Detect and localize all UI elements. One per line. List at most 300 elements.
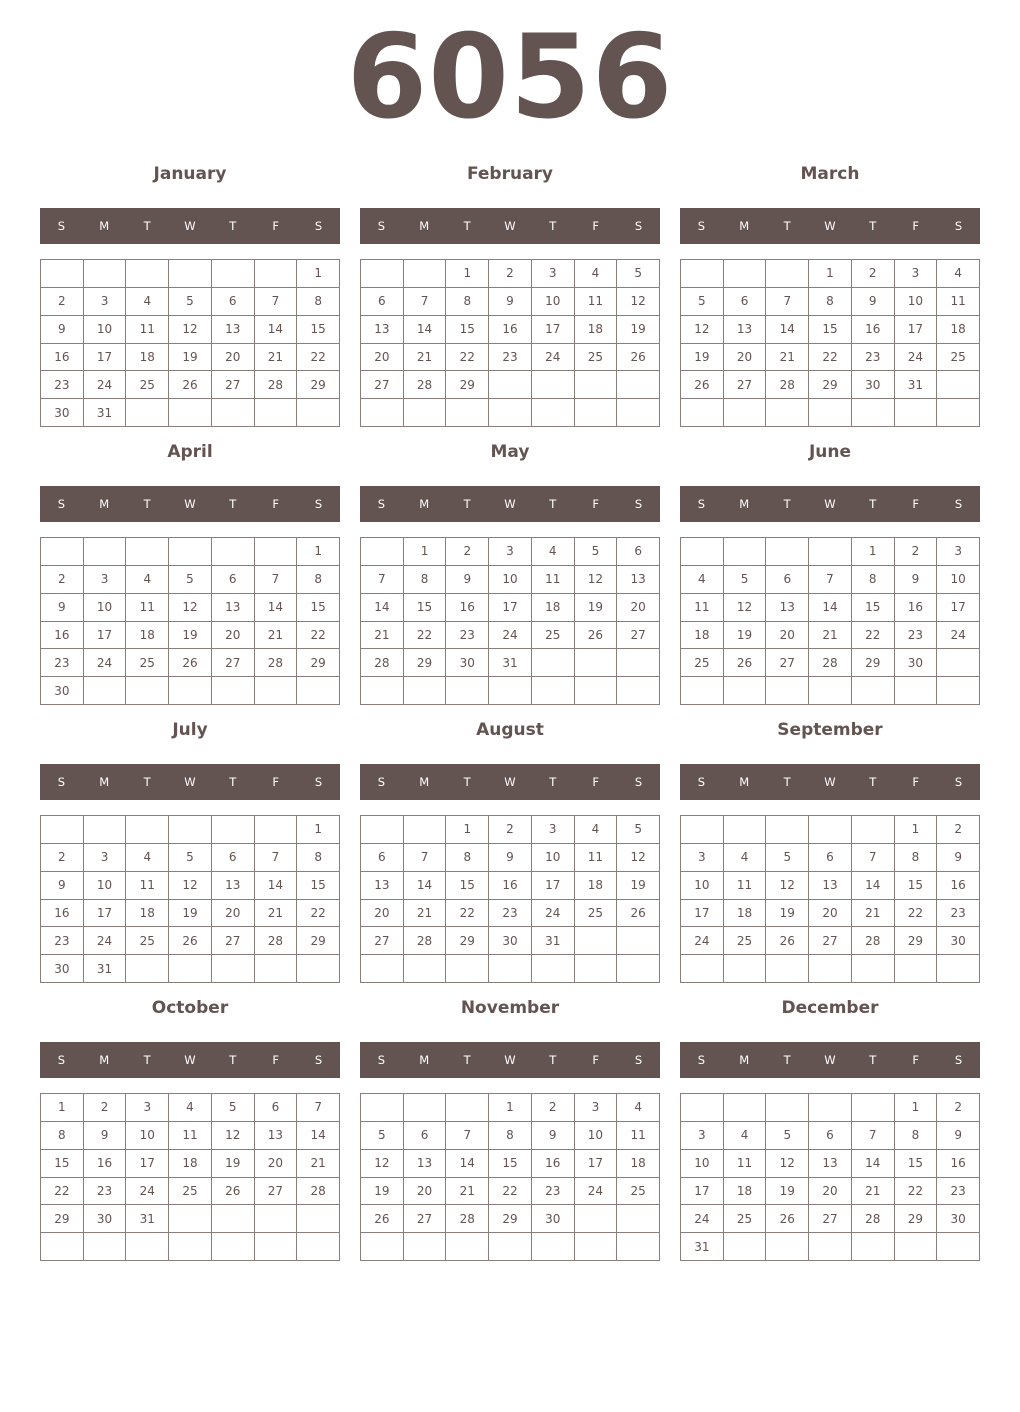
day-cell: 10 — [895, 288, 938, 316]
day-cell: 11 — [126, 316, 169, 344]
weekday-label: S — [697, 1053, 706, 1067]
day-cell — [809, 1094, 852, 1122]
month-name: April — [167, 442, 213, 462]
day-cell: 8 — [297, 566, 340, 594]
day-cell: 12 — [617, 844, 660, 872]
day-cell: 7 — [446, 1122, 489, 1150]
weekday-label: F — [272, 775, 279, 789]
day-cell: 22 — [895, 900, 938, 928]
day-cell: 16 — [41, 344, 84, 372]
day-cell: 17 — [937, 594, 980, 622]
day-cell: 20 — [809, 1178, 852, 1206]
month-name: January — [153, 164, 227, 184]
day-cell: 4 — [126, 288, 169, 316]
day-cell — [852, 1094, 895, 1122]
day-cell: 4 — [532, 538, 575, 566]
day-cell: 26 — [212, 1178, 255, 1206]
day-cell — [617, 1233, 660, 1261]
day-cell: 8 — [852, 566, 895, 594]
day-cell: 10 — [84, 872, 127, 900]
month-name: July — [172, 720, 208, 740]
day-cell: 12 — [169, 872, 212, 900]
day-cell — [41, 816, 84, 844]
day-cell: 5 — [766, 844, 809, 872]
day-cell: 7 — [255, 844, 298, 872]
day-cell: 24 — [126, 1178, 169, 1206]
day-cell: 7 — [766, 288, 809, 316]
day-cell — [446, 677, 489, 705]
weekday-label: S — [697, 497, 706, 511]
day-cell: 16 — [41, 900, 84, 928]
weekday-label: S — [57, 775, 66, 789]
day-cell: 2 — [41, 288, 84, 316]
weekday-header — [360, 208, 660, 244]
day-cell: 26 — [361, 1205, 404, 1233]
day-cell — [809, 955, 852, 983]
day-cell: 9 — [937, 844, 980, 872]
day-cell — [446, 1233, 489, 1261]
day-cell: 4 — [724, 1122, 767, 1150]
day-cell: 7 — [404, 844, 447, 872]
month-september — [680, 716, 980, 986]
day-cell — [212, 1233, 255, 1261]
day-cell — [84, 816, 127, 844]
day-cell: 25 — [532, 622, 575, 650]
day-cell: 16 — [446, 594, 489, 622]
day-cell: 19 — [169, 900, 212, 928]
day-cell: 16 — [532, 1150, 575, 1178]
day-cell: 20 — [617, 594, 660, 622]
day-cell: 3 — [84, 844, 127, 872]
day-cell: 14 — [446, 1150, 489, 1178]
day-cell: 17 — [489, 594, 532, 622]
day-cell: 23 — [84, 1178, 127, 1206]
day-cell: 13 — [361, 316, 404, 344]
weekday-label: T — [229, 219, 237, 233]
day-cell — [724, 538, 767, 566]
day-cell: 24 — [681, 1205, 724, 1233]
day-cell — [126, 677, 169, 705]
weekday-label: W — [184, 775, 196, 789]
day-cell: 2 — [84, 1094, 127, 1122]
day-cell: 1 — [809, 260, 852, 288]
day-cell: 4 — [169, 1094, 212, 1122]
day-cell: 31 — [84, 955, 127, 983]
day-cell: 1 — [446, 816, 489, 844]
day-cell: 27 — [724, 371, 767, 399]
day-cell — [575, 927, 618, 955]
day-cell: 15 — [895, 1150, 938, 1178]
day-cell: 3 — [532, 816, 575, 844]
day-cell — [681, 399, 724, 427]
day-cell: 18 — [937, 316, 980, 344]
day-cell: 12 — [724, 594, 767, 622]
day-cell — [169, 260, 212, 288]
day-cell: 20 — [361, 344, 404, 372]
day-cell — [126, 816, 169, 844]
day-cell: 30 — [41, 955, 84, 983]
weekday-label: M — [419, 497, 430, 511]
day-cell — [169, 816, 212, 844]
day-cell — [681, 1094, 724, 1122]
day-cell: 26 — [169, 927, 212, 955]
day-grid — [680, 1093, 980, 1261]
day-cell: 24 — [895, 344, 938, 372]
day-cell: 14 — [404, 872, 447, 900]
day-cell — [852, 955, 895, 983]
day-cell: 10 — [532, 288, 575, 316]
day-cell: 4 — [575, 260, 618, 288]
day-cell — [809, 538, 852, 566]
day-cell: 26 — [724, 649, 767, 677]
day-cell — [617, 955, 660, 983]
day-cell: 3 — [126, 1094, 169, 1122]
weekday-label: T — [869, 219, 877, 233]
day-cell: 1 — [41, 1094, 84, 1122]
day-cell: 5 — [575, 538, 618, 566]
day-cell: 1 — [895, 1094, 938, 1122]
day-cell: 16 — [937, 1150, 980, 1178]
weekday-header — [360, 1042, 660, 1078]
day-cell — [766, 260, 809, 288]
day-cell: 25 — [126, 927, 169, 955]
weekday-header — [40, 486, 340, 522]
month-name: August — [476, 720, 544, 740]
day-cell — [617, 927, 660, 955]
weekday-label: F — [592, 1053, 599, 1067]
day-cell: 19 — [617, 872, 660, 900]
day-cell — [255, 1205, 298, 1233]
day-cell: 14 — [297, 1122, 340, 1150]
day-cell: 4 — [126, 566, 169, 594]
weekday-label: T — [143, 219, 151, 233]
day-cell: 6 — [361, 844, 404, 872]
day-cell: 9 — [489, 288, 532, 316]
day-cell: 11 — [575, 288, 618, 316]
day-cell: 4 — [937, 260, 980, 288]
weekday-label: M — [99, 1053, 110, 1067]
day-cell: 15 — [852, 594, 895, 622]
day-cell: 19 — [766, 1178, 809, 1206]
weekday-label: F — [592, 775, 599, 789]
day-cell: 11 — [724, 872, 767, 900]
weekday-header — [680, 1042, 980, 1078]
day-cell: 28 — [809, 649, 852, 677]
day-grid — [680, 537, 980, 705]
day-cell: 24 — [575, 1178, 618, 1206]
day-cell: 8 — [297, 844, 340, 872]
weekday-header — [360, 764, 660, 800]
day-cell: 2 — [489, 260, 532, 288]
weekday-label: S — [954, 219, 963, 233]
day-cell — [297, 955, 340, 983]
day-cell — [446, 399, 489, 427]
day-cell: 20 — [255, 1150, 298, 1178]
day-cell: 23 — [41, 927, 84, 955]
day-cell: 22 — [895, 1178, 938, 1206]
day-cell: 30 — [489, 927, 532, 955]
day-cell — [852, 816, 895, 844]
day-cell: 12 — [575, 566, 618, 594]
day-cell — [937, 371, 980, 399]
day-cell: 5 — [617, 816, 660, 844]
day-cell — [809, 399, 852, 427]
day-cell: 5 — [169, 288, 212, 316]
day-cell: 5 — [617, 260, 660, 288]
day-cell: 1 — [446, 260, 489, 288]
month-march — [680, 160, 980, 430]
day-cell — [766, 677, 809, 705]
weekday-label: T — [229, 497, 237, 511]
day-cell: 3 — [575, 1094, 618, 1122]
day-cell: 29 — [297, 371, 340, 399]
weekday-label: S — [954, 497, 963, 511]
weekday-header — [680, 486, 980, 522]
weekday-label: T — [143, 497, 151, 511]
day-cell: 24 — [532, 900, 575, 928]
day-cell: 15 — [895, 872, 938, 900]
day-cell: 20 — [212, 344, 255, 372]
day-cell: 22 — [489, 1178, 532, 1206]
day-cell: 11 — [575, 844, 618, 872]
day-cell — [575, 1205, 618, 1233]
month-february — [360, 160, 660, 430]
day-cell: 10 — [937, 566, 980, 594]
weekday-label: T — [783, 775, 791, 789]
day-cell — [489, 399, 532, 427]
day-cell: 27 — [766, 649, 809, 677]
weekday-label: M — [99, 219, 110, 233]
weekday-label: S — [634, 775, 643, 789]
day-cell — [681, 955, 724, 983]
day-cell: 15 — [41, 1150, 84, 1178]
day-cell: 19 — [681, 344, 724, 372]
weekday-label: S — [377, 219, 386, 233]
day-cell: 10 — [575, 1122, 618, 1150]
day-cell: 5 — [361, 1122, 404, 1150]
day-cell: 12 — [681, 316, 724, 344]
weekday-label: S — [697, 219, 706, 233]
day-cell: 29 — [41, 1205, 84, 1233]
day-cell: 9 — [852, 288, 895, 316]
day-cell: 25 — [126, 649, 169, 677]
day-cell — [489, 371, 532, 399]
weekday-label: W — [824, 1053, 836, 1067]
day-cell: 2 — [532, 1094, 575, 1122]
weekday-label: W — [504, 497, 516, 511]
day-cell: 17 — [532, 872, 575, 900]
day-cell — [489, 955, 532, 983]
day-cell: 13 — [617, 566, 660, 594]
day-cell: 13 — [361, 872, 404, 900]
weekday-label: T — [229, 775, 237, 789]
day-cell: 17 — [126, 1150, 169, 1178]
day-cell: 22 — [446, 344, 489, 372]
day-cell: 6 — [617, 538, 660, 566]
day-grid — [40, 537, 340, 705]
day-cell: 17 — [681, 1178, 724, 1206]
day-cell: 12 — [169, 594, 212, 622]
day-cell: 2 — [446, 538, 489, 566]
day-cell: 3 — [489, 538, 532, 566]
weekday-label: M — [99, 775, 110, 789]
weekday-label: M — [739, 219, 750, 233]
day-cell: 18 — [617, 1150, 660, 1178]
weekday-label: S — [377, 497, 386, 511]
day-cell: 1 — [404, 538, 447, 566]
weekday-label: T — [463, 1053, 471, 1067]
day-cell — [361, 399, 404, 427]
day-cell — [937, 399, 980, 427]
day-cell — [617, 371, 660, 399]
day-cell — [41, 260, 84, 288]
day-cell: 8 — [404, 566, 447, 594]
day-cell: 9 — [489, 844, 532, 872]
day-cell: 23 — [489, 900, 532, 928]
day-cell: 19 — [169, 344, 212, 372]
day-cell: 21 — [446, 1178, 489, 1206]
weekday-label: M — [419, 1053, 430, 1067]
weekday-label: T — [783, 1053, 791, 1067]
day-cell — [297, 1233, 340, 1261]
day-cell: 2 — [41, 844, 84, 872]
day-cell: 8 — [895, 844, 938, 872]
day-cell: 23 — [895, 622, 938, 650]
weekday-label: W — [504, 775, 516, 789]
day-cell: 23 — [41, 371, 84, 399]
month-october — [40, 994, 340, 1264]
day-cell: 13 — [212, 316, 255, 344]
day-cell: 28 — [766, 371, 809, 399]
day-cell — [766, 816, 809, 844]
day-cell: 18 — [724, 1178, 767, 1206]
day-cell: 27 — [361, 371, 404, 399]
day-cell — [212, 260, 255, 288]
day-cell — [404, 677, 447, 705]
day-cell — [404, 399, 447, 427]
day-cell: 6 — [212, 566, 255, 594]
weekday-label: T — [143, 775, 151, 789]
weekday-header — [40, 764, 340, 800]
day-cell: 28 — [361, 649, 404, 677]
month-name: May — [490, 442, 530, 462]
weekday-label: T — [143, 1053, 151, 1067]
day-cell: 11 — [126, 872, 169, 900]
day-cell: 6 — [809, 1122, 852, 1150]
day-cell: 17 — [575, 1150, 618, 1178]
day-cell: 14 — [361, 594, 404, 622]
month-april — [40, 438, 340, 708]
day-cell: 4 — [681, 566, 724, 594]
day-cell: 17 — [84, 622, 127, 650]
day-cell: 16 — [852, 316, 895, 344]
day-cell — [532, 371, 575, 399]
day-cell: 18 — [575, 316, 618, 344]
day-cell: 27 — [255, 1178, 298, 1206]
day-cell — [404, 816, 447, 844]
day-cell: 11 — [169, 1122, 212, 1150]
day-cell: 19 — [575, 594, 618, 622]
month-may — [360, 438, 660, 708]
day-cell: 26 — [766, 927, 809, 955]
weekday-label: T — [783, 497, 791, 511]
day-cell: 29 — [446, 371, 489, 399]
day-grid — [360, 537, 660, 705]
day-cell: 16 — [937, 872, 980, 900]
day-cell: 14 — [255, 594, 298, 622]
day-cell — [766, 399, 809, 427]
day-cell — [724, 260, 767, 288]
weekday-label: S — [377, 775, 386, 789]
day-cell: 31 — [681, 1233, 724, 1261]
day-cell: 18 — [126, 900, 169, 928]
day-cell: 7 — [852, 1122, 895, 1150]
day-cell — [766, 955, 809, 983]
day-cell: 28 — [446, 1205, 489, 1233]
day-cell: 13 — [809, 872, 852, 900]
day-cell — [724, 1094, 767, 1122]
day-cell: 26 — [617, 344, 660, 372]
day-grid — [40, 259, 340, 427]
day-grid — [360, 1093, 660, 1261]
weekday-label: W — [504, 219, 516, 233]
weekday-label: T — [549, 1053, 557, 1067]
day-cell — [852, 677, 895, 705]
day-cell: 24 — [84, 371, 127, 399]
day-cell — [361, 1094, 404, 1122]
day-cell: 2 — [937, 816, 980, 844]
day-cell: 26 — [169, 649, 212, 677]
weekday-label: W — [824, 497, 836, 511]
day-cell — [404, 955, 447, 983]
day-cell — [255, 399, 298, 427]
day-cell: 11 — [681, 594, 724, 622]
day-cell: 4 — [617, 1094, 660, 1122]
weekday-label: S — [634, 1053, 643, 1067]
day-cell: 21 — [404, 900, 447, 928]
day-cell: 2 — [489, 816, 532, 844]
day-cell — [809, 816, 852, 844]
day-cell: 14 — [255, 316, 298, 344]
day-cell — [361, 677, 404, 705]
day-grid — [40, 815, 340, 983]
day-cell: 29 — [489, 1205, 532, 1233]
weekday-label: T — [463, 775, 471, 789]
day-cell: 4 — [724, 844, 767, 872]
month-name: June — [808, 442, 852, 462]
day-cell: 22 — [852, 622, 895, 650]
day-cell: 6 — [809, 844, 852, 872]
weekday-label: F — [912, 775, 919, 789]
day-cell — [126, 1233, 169, 1261]
day-cell — [766, 1094, 809, 1122]
day-cell: 25 — [575, 900, 618, 928]
weekday-label: W — [824, 775, 836, 789]
day-cell: 22 — [41, 1178, 84, 1206]
day-cell — [255, 538, 298, 566]
day-cell: 26 — [766, 1205, 809, 1233]
day-cell — [126, 399, 169, 427]
day-cell — [617, 399, 660, 427]
day-cell: 29 — [297, 649, 340, 677]
day-cell — [212, 677, 255, 705]
day-cell: 31 — [895, 371, 938, 399]
day-cell: 5 — [766, 1122, 809, 1150]
weekday-label: S — [57, 1053, 66, 1067]
day-cell — [126, 260, 169, 288]
day-cell: 3 — [532, 260, 575, 288]
day-cell: 18 — [724, 900, 767, 928]
